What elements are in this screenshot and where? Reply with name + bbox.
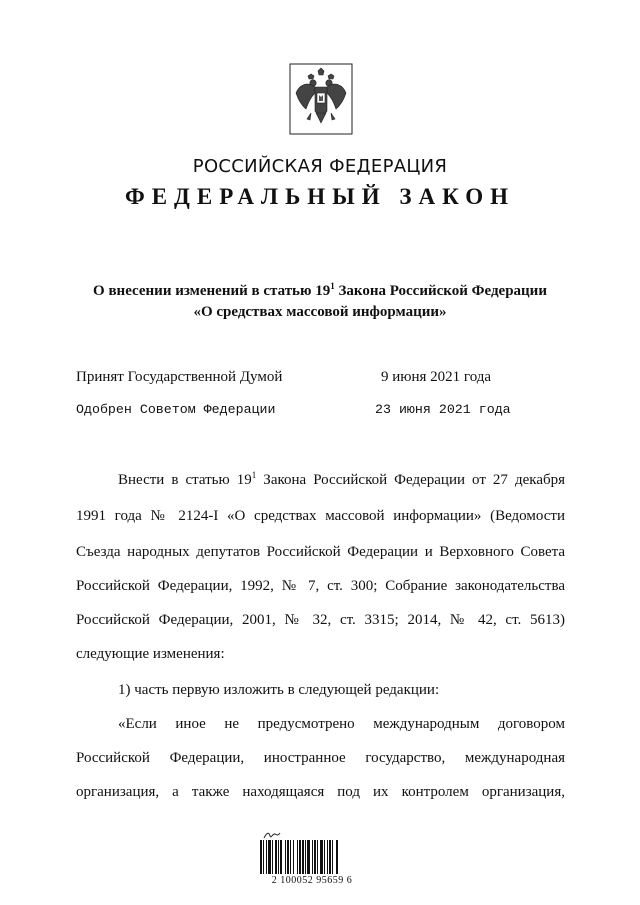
- barcode-number: 2 100052 95659 6: [271, 875, 353, 886]
- adopted-date: 9 июня 2021 года: [381, 369, 492, 385]
- law-title: [60, 281, 580, 323]
- paragraph-line: 1991 года № 2124-I «О средствах массовой информации» (Ведомости: [76, 508, 565, 524]
- country-heading: РОССИЙСКАЯ ФЕДЕРАЦИЯ: [192, 156, 448, 177]
- paragraph-line: Российской Федерации, иностранное государство, международная: [76, 750, 565, 766]
- paragraph-line: 1) часть первую изложить в следующей редакции:: [118, 682, 440, 698]
- paragraph-line: следующие изменения:: [76, 646, 225, 662]
- law-type-heading: ФЕДЕРАЛЬНЫЙ ЗАКОН: [124, 184, 516, 209]
- russian-coat-of-arms-icon: [289, 63, 353, 135]
- adopted-label: Принят Государственной Думой: [76, 369, 283, 385]
- approved-label: Одобрен Советом Федерации: [76, 402, 276, 417]
- paragraph-line: Внести в статью $19^1$ Закона Российской Федерации от 27 декабря: [118, 470, 566, 488]
- law-title-line-1: О внесении изменений в статью $19^1$ Закона Российской Федерации: [93, 281, 547, 299]
- paragraph-line: «Если иное не предусмотрено международным договором: [118, 716, 565, 732]
- approved-date: 23 июня 2021 года: [375, 402, 511, 417]
- law-title-line-2: «О средствах массовой информации»: [193, 304, 447, 320]
- paragraph-line: Съезда народных депутатов Российской Федерации и Верховного Совета: [76, 544, 565, 560]
- paragraph-line: организация, а также находящаяся под их контролем организация,: [76, 784, 565, 800]
- handwritten-mark-icon: [263, 830, 281, 840]
- barcode-icon: [258, 840, 368, 876]
- paragraph-line: Российской Федерации, 1992, № 7, ст. 300; Собрание законодательства: [76, 578, 565, 594]
- paragraph-line: Российской Федерации, 2001, № 32, ст. 3315; 2014, № 42, ст. 5613): [76, 612, 565, 628]
